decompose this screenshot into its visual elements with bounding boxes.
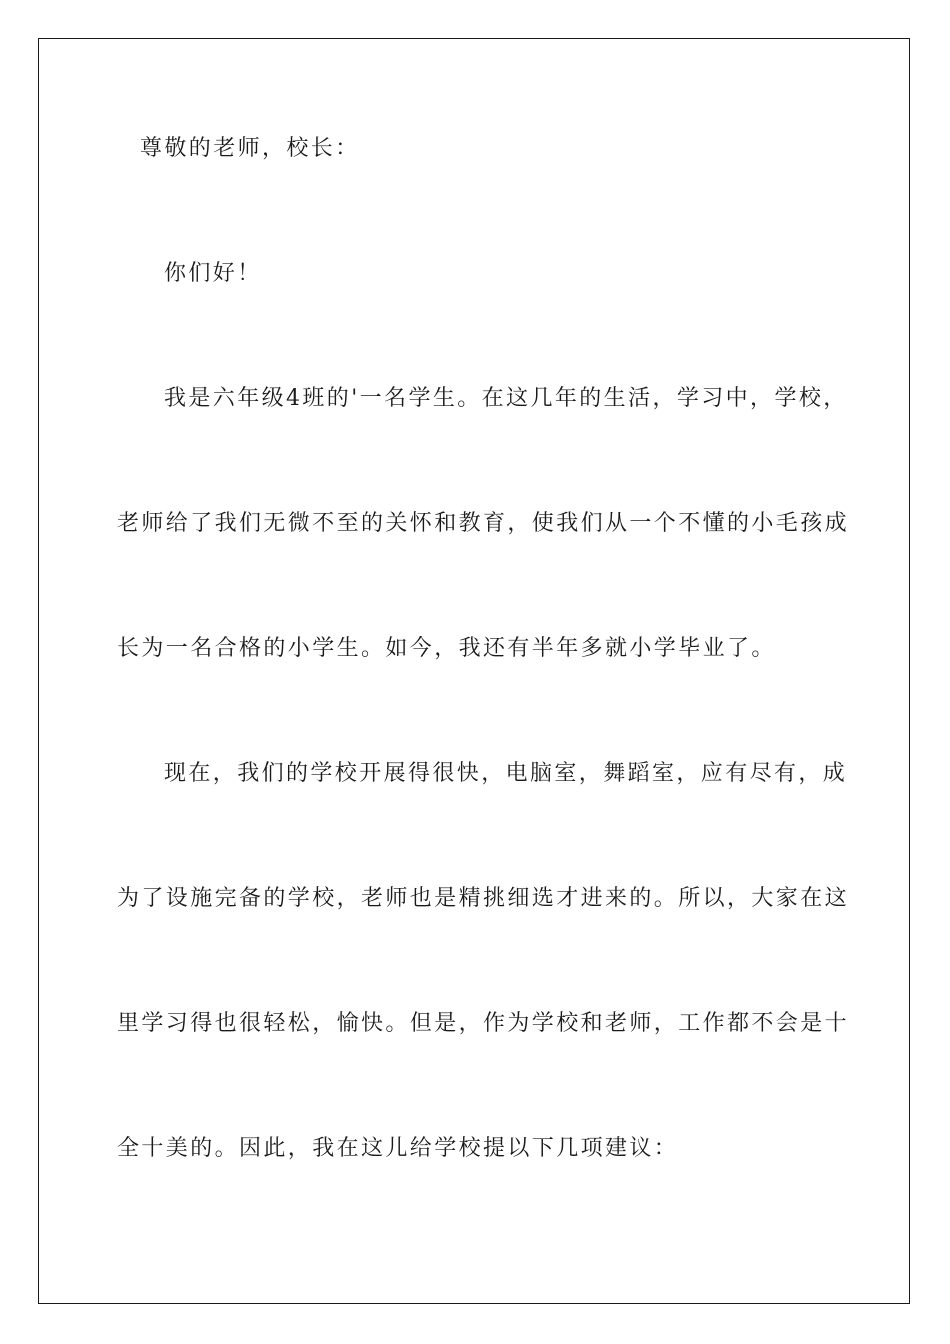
paragraph-1-line-2: 老师给了我们无微不至的关怀和教育，使我们从一个不懂的小毛孩成 [117,511,850,536]
paragraph-2-line-3: 里学习得也很轻松，愉快。但是，作为学校和老师，工作都不会是十 [117,1011,850,1036]
paragraph-2-line-4: 全十美的。因此，我在这儿给学校提以下几项建议： [117,1136,679,1161]
page-border [38,38,910,1304]
greeting: 你们好！ [164,261,262,286]
paragraph-1-line-1: 我是六年级4班的'一名学生。在这几年的生活，学习中，学校， [164,386,848,411]
paragraph-1-line-3: 长为一名合格的小学生。如今，我还有半年多就小学毕业了。 [117,636,776,661]
paragraph-2-line-1: 现在，我们的学校开展得很快，电脑室，舞蹈室，应有尽有，成 [164,761,848,786]
salutation: 尊敬的老师，校长： [140,136,360,161]
paragraph-2-line-2: 为了设施完备的学校，老师也是精挑细选才进来的。所以，大家在这 [117,886,850,911]
